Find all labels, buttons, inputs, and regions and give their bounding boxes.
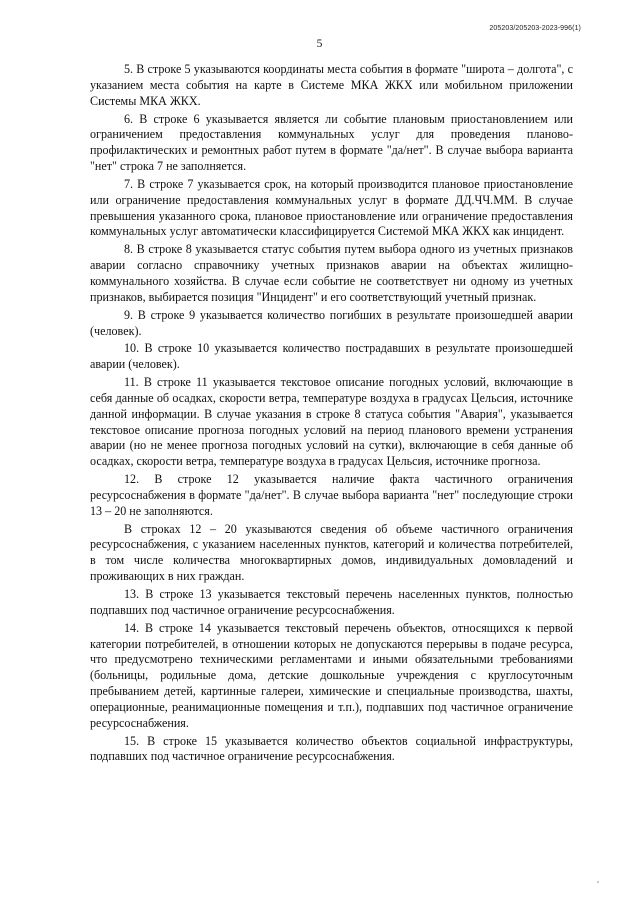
paragraph-item-8: 8. В строке 8 указывается статус события путем выбора одного из учетных признаков аварии согласно справочнику учетных признаков аварии на объектах жилищно-коммунального хозяйства. В случае если событие не соответствует ни одному из учетных признаков, выбирается позиция "Инцидент" и его соответствующий учетный признак. bbox=[90, 242, 573, 304]
document-id: 205203/205203-2023-996(1) bbox=[489, 25, 581, 32]
paragraph-item-7: 7. В строке 7 указывается срок, на который производится плановое приостановление или ограничение предоставления коммунальных услуг в формате ДД.ЧЧ.ММ. В случае превышения указанного срока, плановое приостановление или ограничение предоставления коммунальных услуг автоматически классифицируется Системой МКА ЖКХ как инцидент. bbox=[90, 176, 573, 239]
paragraph-item-11: 11. В строке 11 указывается текстовое описание погодных условий, включающие в себя данные об осадках, скорости ветра, температуре воздуха в градусах Цельсия, источнике данной информации. В случае указания в строке 8 статуса события "Авария", указывается текстовое описание прогноза погодных условий на период планового времени устранения аварии (но не менее прогноза погодных условий на сутки), включающие в себя данные об осадках, скорости ветра, температуре воздуха в градусах Цельсия, источнике прогноза. bbox=[90, 375, 573, 469]
paragraph-item-10: 10. В строке 10 указывается количество пострадавших в результате произошедшей аварии (человек). bbox=[90, 341, 573, 372]
paragraph-item-6: 6. В строке 6 указывается является ли событие плановым приостановлением или ограничением предоставления коммунальных услуг для проведения планово-профилактических и ремонтных работ путем в формате "да/нет". В случае выбора варианта "нет" строка 7 не заполняется. bbox=[90, 111, 573, 174]
document-body bbox=[90, 62, 573, 765]
paragraph-item-15: 15. В строке 15 указывается количество объектов социальной инфраструктуры, подпавших под частичное ограничение ресурсоснабжения. bbox=[90, 733, 573, 764]
paragraph-item-12: 12. В строке 12 указывается наличие факта частичного ограничения ресурсоснабжения в формате "да/нет". В случае выбора варианта "нет" последующие строки 13 – 20 не заполняются. bbox=[90, 472, 573, 518]
scan-speck bbox=[597, 881, 599, 883]
paragraph-rows-12-20: В строках 12 – 20 указываются сведения об объеме частичного ограничения ресурсоснабжения, с указанием населенных пунктов, категорий и количества потребителей, в том числе количества многоквартирных домов, индивидуальных домовладений и проживающих в них граждан. bbox=[90, 521, 573, 584]
paragraph-item-13: 13. В строке 13 указывается текстовый перечень населенных пунктов, полностью подпавших под частичное ограничение ресурсоснабжения. bbox=[90, 587, 573, 617]
paragraph-item-5: 5. В строке 5 указываются координаты места события в формате "широта – долгота", с указанием места события на карте в Системе МКА ЖКХ или мобильном приложении Системы МКА ЖКХ. bbox=[90, 62, 573, 108]
page-number: 5 bbox=[316, 38, 323, 50]
paragraph-item-14: 14. В строке 14 указывается текстовый перечень объектов, относящихся к первой категории потребителей, в отношении которых не допускаются перерывы в подаче ресурса, что предусмотрено техническими регламентами и иными обязательными требованиями (больницы, родильные дома, детские дошкольные учреждения с круглосуточным пребыванием детей, картинные галереи, химические и специальные производства, шахты, операционные, реанимационные помещения и т.п.), подпавших под частичное ограничение ресурсоснабжения. bbox=[90, 620, 573, 730]
paragraph-item-9: 9. В строке 9 указывается количество погибших в результате произошедшей аварии (человек). bbox=[90, 307, 573, 338]
